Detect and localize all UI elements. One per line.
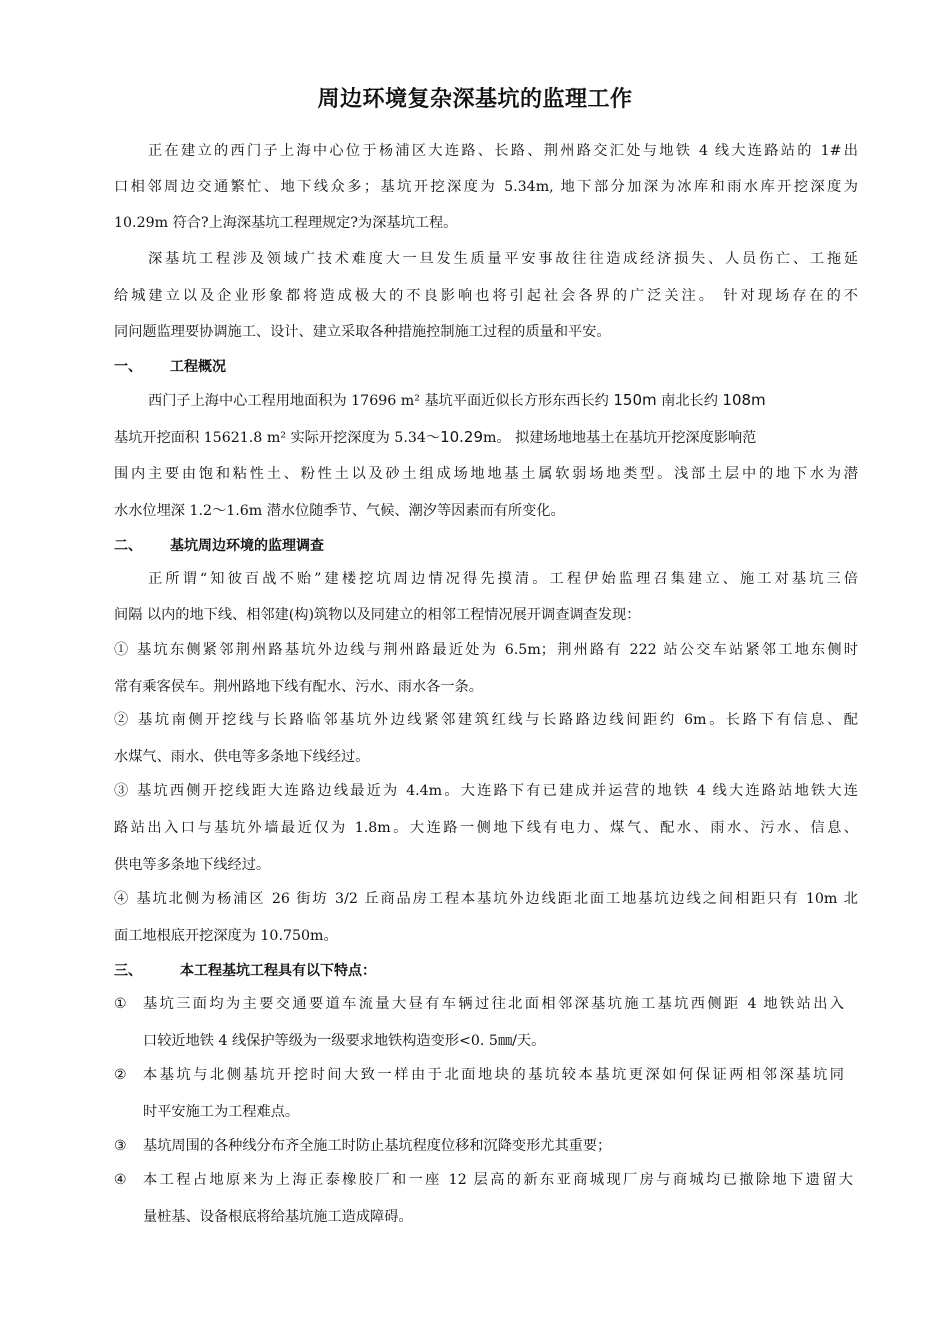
paragraph-line (114, 426, 756, 449)
paragraph-line: 10.29m 符合?上海深基坑工程理规定?为深基坑工程。 (114, 215, 458, 231)
text-run: 西门子上海中心工程用地面积为 17696 m² 基坑平面近似长方形东西长约 (148, 393, 614, 409)
list-number: ② (114, 1067, 127, 1083)
paragraph-line: 正所谓“知彼百战不贻”建楼挖坑周边情况得先摸清。工程伊始监理召集建立、施工对基坑三倍 (148, 571, 858, 587)
list-number: ④ (114, 1172, 127, 1188)
paragraph-line: 给城建立以及企业形象都将造成极大的不良影响也将引起社会各界的广泛关注。 针对现场存在的不 (114, 288, 858, 304)
list-number: ③ (114, 1138, 127, 1154)
list-item-line: ③ 基坑西侧开挖线距大连路边线最近为 4.4m。大连路下有已建成并运营的地铁 4 线大连路站地铁大连 (114, 783, 858, 799)
list-item-line: 口较近地铁 4 线保护等级为一级要求地铁构造变形<0. 5㎜/天。 (143, 1033, 546, 1049)
paragraph-line: 间隔 以内的地下线、相邻建(构)筑物以及同建立的相邻工程情况展开调查调查发现： (114, 607, 641, 623)
section-number: 一、 (114, 359, 142, 375)
section-number: 二、 (114, 538, 142, 554)
section-heading: 基坑周边环境的监理调查 (170, 538, 324, 554)
paragraph-line: 深基坑工程涉及领域广技术难度大一旦发生质量平安事故往往造成经济损失、人员伤亡、工拖延 (148, 251, 858, 267)
paragraph-line: 同问题监理要协调施工、设计、建立采取各种措施控制施工过程的质量和平安。 (114, 324, 611, 340)
paragraph-line: 口相邻周边交通繁忙、地下线众多；基坑开挖深度为 5.34m, 地下部分加深为冰库和雨水库开挖深度为 (114, 179, 858, 195)
list-item-line: ④ 基坑北侧为杨浦区 26 街坊 3/2 丘商品房工程本基坑外边线距北面工地基坑边线之间相距只有 10m 北 (114, 891, 858, 907)
list-item-line: 本工程占地原来为上海正泰橡胶厂和一座 12 层高的新东亚商城现厂房与商城均已撤除地下遗留大 (143, 1172, 853, 1188)
list-item-line: 面工地根底开挖深度为 10.750m。 (114, 928, 338, 944)
section-number: 三、 (114, 963, 142, 979)
list-item-line: 基坑周围的各种线分布齐全施工时防止基坑程度位移和沉降变形尤其重要； (143, 1138, 612, 1154)
list-item-line: 常有乘客侯车。荆州路地下线有配水、污水、雨水各一条。 (114, 679, 483, 695)
list-item-line: 供电等多条地下线经过。 (114, 857, 271, 873)
text-run: 150m (613, 391, 657, 409)
text-run: 10.29 (440, 428, 484, 446)
list-number: ① (114, 996, 127, 1012)
paragraph-line (148, 389, 766, 412)
list-item-line: ① 基坑东侧紧邻荆州路基坑外边线与荆州路最近处为 6.5m；荆州路有 222 站公交车站紧邻工地东侧时 (114, 642, 858, 658)
list-item-line: 时平安施工为工程难点。 (143, 1104, 300, 1120)
text-run: m。 拟建场地地基土在基坑开挖深度影响范 (483, 430, 757, 446)
list-item-line: ② 基坑南侧开挖线与长路临邻基坑外边线紧邻建筑红线与长路路边线间距约 6m。长路下有信息、配 (114, 712, 858, 728)
section-heading: 本工程基坑工程具有以下特点： (180, 963, 376, 979)
list-item-line: 量桩基、设备根底将给基坑施工造成障碍。 (143, 1209, 413, 1225)
list-item-line: 路站出入口与基坑外墙最近仅为 1.8m。大连路一侧地下线有电力、煤气、配水、雨水、污水、信息、 (114, 820, 858, 836)
list-item-line: 本基坑与北侧基坑开挖时间大致一样由于北面地块的基坑较本基坑更深如何保证两相邻深基坑同 (143, 1067, 844, 1083)
list-item-line: 水煤气、雨水、供电等多条地下线经过。 (114, 749, 370, 765)
list-item-line: 基坑三面均为主要交通要道车流量大昼有车辆过往北面相邻深基坑施工基坑西侧距 4 地铁站出入 (143, 996, 844, 1012)
text-run: 基坑开挖面积 15621.8 m² 实际开挖深度为 5.34～ (114, 430, 441, 446)
text-run: 南北长约 (656, 393, 723, 409)
document-title: 周边环境复杂深基坑的监理工作 (317, 87, 633, 112)
paragraph-line: 正在建立的西门子上海中心位于杨浦区大连路、长路、荆州路交汇处与地铁 4 线大连路站的 1#出 (148, 143, 858, 159)
paragraph-line: 围内主要由饱和粘性土、粉性土以及砂土组成场地地基土属软弱场地类型。浅部土层中的地下水为潜 (114, 466, 858, 482)
text-run: 108m (722, 391, 766, 409)
paragraph-line: 水水位埋深 1.2～1.6m 潜水位随季节、气候、潮汐等因素而有所变化。 (114, 503, 565, 519)
section-heading: 工程概况 (170, 359, 226, 375)
